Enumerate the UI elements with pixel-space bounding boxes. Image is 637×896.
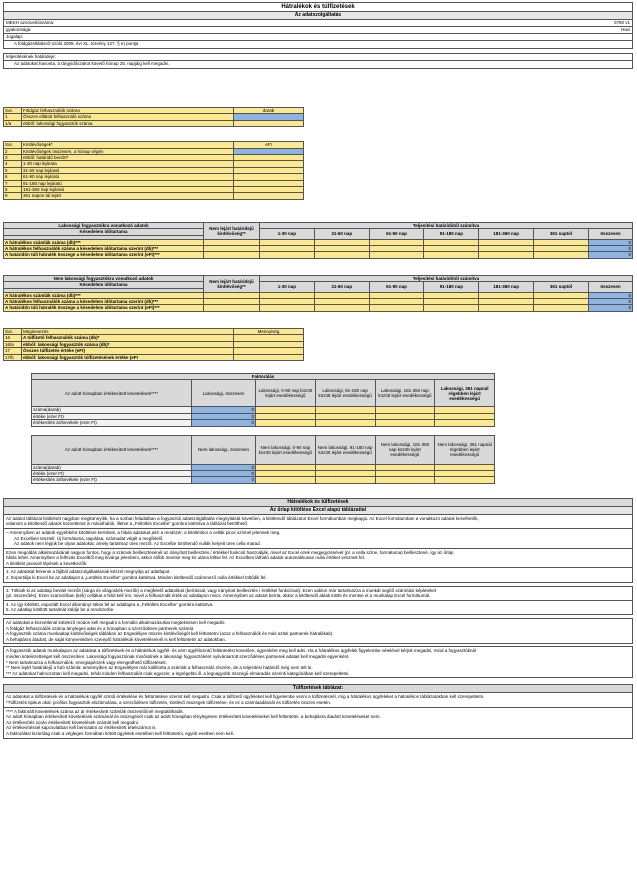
col-header: 61-90 nap — [369, 229, 424, 239]
paragraph: valamint a kitöltendő adatok közvetlenül is másolhatók, illetve a „Feltöltés Excelbe” gombra kattintva a táblázat betölthető. — [6, 521, 249, 527]
table-row — [4, 252, 633, 258]
instructions-subtitle: Az űrlap kitöltése Excel alapú táblázattal — [3, 507, 633, 515]
paragraph: Az adatokat a túlfizetések és a hátralékok ügyfél szintű értékelése és feltüntetése szerint kell megadni. Csak a túlfizető ügyfeleket kell figyelembe venni a túlfizetésnél, míg a hátralékos ügyfeleket a hátralékos táblázatokban kell szerepeltetni. — [6, 694, 485, 700]
list-item-text: Amennyiben az adatok egyébként kitöltésre kerülnek, a hibás adatokat jelzi a rendszer, a kitöltéskor a cellák piros színnel jelennek meg. — [9, 529, 281, 535]
row-label: Összes túlfizetés értéke (eFt) — [22, 348, 234, 354]
overpay-h-sor: Sor. — [4, 328, 22, 334]
list-item-text: Exportálja ki Excel be az adatlapot a „Letöltés Excelbe” gombra kattintva. Minden kitöltendő számmező nulla értékkel töltődik fel. — [11, 575, 267, 581]
instructions-list2 — [3, 568, 633, 582]
row-label: 361 napon túl lejárt — [22, 193, 234, 199]
instructions-title: Hátralékok és túlfizetések — [3, 498, 633, 507]
overpay-instructions-title: Túlfizetések táblázat: — [3, 684, 633, 693]
row-label: A hátralékos számlák száma (db)*** — [4, 292, 204, 298]
row-no: 6 — [4, 174, 22, 180]
factoring-title: Faktorálás — [32, 373, 495, 379]
row-label: A hátralékos felhasználók száma a késedelem időtartama szerint (db)*** — [4, 299, 204, 305]
gyakorisag-label: gyakorisága: — [6, 27, 32, 32]
list-item: 1. Az adatokat felvenni a fájlból adatszolgáltatásnak kézzel megnyitja az adatlapot. — [6, 569, 171, 575]
paragraph: *** Az adatokat halmozottan kell megadni, tehát minden felhasználót csak egyszer, a legrégebbi ill. a legnagyobb összegű elmaradás szerinti kategóriában kell szerepeltetni. — [6, 670, 350, 676]
overpay-table — [3, 328, 304, 361]
mekh-label: MEKH azonosítószáma: — [6, 20, 55, 25]
row-no: 17 — [4, 348, 22, 354]
gyakorisag-value: Havi — [620, 27, 630, 32]
page-subtitle: Az adatszolgáltatás — [3, 12, 633, 20]
row-total: 0 — [192, 470, 256, 476]
paragraph: 3. Töltsük ki az adatlap bevitel mezőit (sárga és világoskék mezők) a megfelelő adatokkal (beírással, vagy irányított beillesztés / értékkel funkcióval). Ezen sablon már tartalmazza a munkát segítő számítási képleteket — [6, 587, 437, 593]
factoring-head: Az adott hónapban értékesített követelések**** — [32, 435, 192, 464]
col-header: 31-60 nap — [314, 229, 369, 239]
backlog-h-unit: eFt — [234, 142, 304, 148]
row-no: 1 — [4, 114, 22, 120]
paragraph: hibás lehet. Amennyiben a felhívás Excelből meg kívánja jeleníteni, akkor előbb mentse meg és utána töltse fel. Az Excelben látható adatok automatikusan nulla értéket vesznek fel. — [6, 555, 365, 561]
col-header: Nem lakossági, összesen — [192, 435, 256, 464]
col-header: 181-360 nap — [479, 282, 534, 292]
row-label: A határidőn túli hátralék összege a késedelem időtartama szerint (eFt)*** — [4, 305, 204, 311]
jogalap-label-row — [3, 34, 633, 41]
delay2-sub: Késedelem időtartama — [4, 282, 204, 288]
cell-input[interactable] — [424, 305, 479, 311]
gyakorisag-row — [3, 27, 633, 34]
row-total: 0 — [192, 420, 256, 426]
row-label: 91-180 nap lejáratú — [22, 180, 234, 186]
col-header: 61-90 nap — [369, 282, 424, 292]
backlog-input[interactable] — [234, 193, 304, 199]
delay2-title: Nem lakossági fogyasztókra vonatkozó adatok — [4, 275, 204, 281]
factoring-table-nem-lakossagi — [31, 435, 495, 484]
row-no: 9 — [4, 193, 22, 199]
row-label: ebből: lakossági fogyasztók száma (db)* — [22, 341, 234, 347]
instructions-notes2 — [3, 646, 633, 678]
row-total: 0 — [588, 246, 632, 252]
row-label: A túlfizető felhasználók száma (db)* — [22, 335, 234, 341]
row-no: 2 — [4, 148, 22, 154]
backlog-table — [3, 141, 304, 200]
list-item: 4. Az így kitöltött, exportált Excel állományt töltse fel az adatlapra a „Feltöltés Excelbe” gombra kattintva. — [6, 601, 214, 607]
hatarido-label-row — [3, 53, 633, 61]
row-no: 5 — [4, 167, 22, 173]
col-header: 1-30 nap — [260, 229, 315, 239]
consumers-h-unit: darab — [234, 108, 304, 114]
instructions-intro — [3, 515, 633, 529]
hatarido-value-row — [3, 61, 633, 69]
col-header: összesen — [588, 229, 632, 239]
instructions-notes — [3, 618, 633, 644]
row-label: A hátralékos számlák száma (db)*** — [4, 239, 204, 245]
row-label: 181-360 nap lejáratú — [22, 187, 234, 193]
paragraph: A kitöltést javasolt lépések a következők: — [6, 560, 88, 566]
consumers-table — [3, 107, 304, 127]
col-header: 1-30 nap — [260, 282, 315, 292]
col-header: Lakossági, összesen — [192, 380, 256, 407]
delay2-not-due: Nem lejárt határidejű kintlévőség** — [204, 275, 260, 292]
col-header: 31-60 nap — [314, 282, 369, 292]
col-header: Nem lakossági, 0-90 nap között lejárt esedékességű — [256, 435, 316, 464]
col-header: Lakossági, 0-90 nap között lejárt esedékességű — [256, 380, 316, 407]
row-label: 31-60 nap lejáratú — [22, 167, 234, 173]
instructions-section — [3, 498, 633, 739]
row-label: értékesítés ár/bevétele (ezer Ft) — [32, 420, 192, 426]
list-item — [6, 541, 630, 547]
paragraph: ** Nem lejárt határidejű a futó számla: amennyiben az Engedélyes már kiállította a számlát a felhasználó részére, de a teljesítési határidő még nem telt le. — [6, 665, 313, 671]
paragraph: (pl. összesítés). Ezen szamolóban (kék) cellákat a felül kell írni, mivel a felhasznált érték az adatlapon nincs. Amennyiben az adatot beírta, akkor a kitöltendő ablak kitölti és mentse el a munkalap Excel formátumát. — [6, 593, 431, 599]
row-total: 0 — [192, 413, 256, 419]
row-label: A határidőn túli hátralék összege a késedelem időtartama szerint (eFt)*** — [4, 252, 204, 258]
jogalap-value: A földgázellátásról szóló 2008. évi XL. törvény 127. § e) pontja — [14, 41, 139, 46]
table-row — [4, 305, 633, 311]
delay2-group: Teljesítési határidőtől számítva — [260, 275, 633, 281]
cell-input[interactable] — [204, 252, 260, 258]
paragraph: *Túlfizetés tipikus okai: profilos fogyasztók elszámolása, a szerződéses túlfizetés, kintlévő összegek túlfizetése, és ez a számlaadásnál és túlfizetés összes esetén. — [6, 699, 332, 705]
cell-input[interactable] — [314, 252, 369, 258]
list-item-text: Az adatok nem lépjük be olyan adatokat, amely tartalmaz üres mezőt. Az Excelbe töröltendő nullák helyett üres cella marad. — [14, 541, 261, 547]
factoring-head: Az adott hónapban értékesített követelések**** — [32, 380, 192, 407]
row-label: Összes ellátott felhasználó száma — [22, 114, 234, 120]
paragraph: A fogyasztók száma munkaalap kintlévőségek táblában az Engedélyes összes kintlévőségét kell feltüntetni (azaz a felhasználók és más üzleti partnerek hátralékait). — [6, 631, 334, 637]
consumers-h-name: Földgáz felhasználók száma — [22, 108, 234, 114]
row-label: száma(darab) — [32, 464, 192, 470]
row-label: ebből: lakossági fogyasztók túlfizetésének értéke (eFt — [22, 354, 234, 360]
row-total: 0 — [588, 239, 632, 245]
delay-table-lakossagi — [3, 222, 633, 259]
consumers-input-1a[interactable] — [234, 120, 304, 126]
form-page — [3, 2, 633, 739]
col-header: 91-180 nap — [424, 229, 479, 239]
row-label: 1-30 nap lejárata — [22, 161, 234, 167]
paragraph: A faktorálást kizárólag csak a végleges formában kötött ügyletek esetében kell feltüntetni, egyéb esetben nem kell. — [6, 730, 234, 736]
overpay-instructions — [3, 693, 633, 707]
cell-input[interactable] — [534, 252, 589, 258]
delay1-not-due: Nem lejárt határidejű kintlévőség** — [204, 222, 260, 239]
factoring-table-lakossagi — [31, 373, 495, 427]
cell-input[interactable] — [479, 252, 534, 258]
cell-input[interactable] — [315, 420, 375, 426]
col-header: 361 naptól — [534, 282, 589, 292]
row-no: 7 — [4, 180, 22, 186]
row-no: 4 — [4, 161, 22, 167]
overpay-notes — [3, 708, 633, 739]
instructions-paras2 — [3, 549, 633, 569]
list-item: 5. Az adatlap kitöltött tartalmát küldje be a rendszerbe. — [6, 607, 115, 613]
list-item-text: Az így kitöltött, exportált Excel állományt töltse fel az adatlapra a „Feltöltés Excelbe” gombra kattintva. — [10, 601, 214, 607]
row-label: ebből: határidő bentírt* — [22, 155, 234, 161]
paragraph-text: Töltsük ki az adatlap bevitel mezőit (sárga és világoskék mezők) a megfelelő adatokkal (beírással, vagy irányított beillesztés / értékkel funkcióval). Ezen sablon már tartalmazza a munkát segítő számítási képleteket — [10, 587, 437, 593]
row-no: 8 — [4, 187, 22, 193]
cell-input[interactable] — [260, 252, 315, 258]
row-no: 17/b — [4, 354, 22, 360]
col-header: Nem lakossági, 91-180 nap között lejárt esedékességű — [315, 435, 375, 464]
cell-input[interactable] — [315, 477, 375, 483]
cell-input[interactable] — [435, 477, 495, 483]
list-item: – Amennyiben az adatok egyébként kitöltésre kerülnek, a hibás adatokat jelzi a rendszer, a kitöltéskor a cellák piros színnel jelennek meg. — [6, 529, 281, 535]
col-header: Lakossági, 181-360 nap között lejárt esedékességű — [375, 380, 435, 407]
row-label: értéke (ezer Ft) — [32, 470, 192, 476]
cell-input[interactable] — [435, 420, 495, 426]
row-total: 0 — [192, 477, 256, 483]
delay-table-nem-lakossagi — [3, 275, 633, 312]
paragraph: A fogyasztók adatok munkalapon az adatokat a túlfizetések és a hátralékok ügyfél- és nem ügyfélszintű feltüntetést követően, ügyenként meg kell adni. Ha a hátralékos ügyfelek figyelembe vételével kérjük megadni, mind a fogyasztóknál — [6, 648, 477, 654]
row-no: 16 — [4, 335, 22, 341]
delay1-group: Teljesítési határidőtől számítva — [260, 222, 633, 228]
list-item-text: Az Excelben teszteli: Új formátuma, tagolása, számadat végét a megfelelő. — [14, 535, 164, 541]
cell-input[interactable] — [260, 305, 315, 311]
instructions-paras3 — [3, 586, 633, 601]
row-no: 16/a — [4, 341, 22, 347]
hatarido-value: Az adatokat havonta, a tárgyidőszakot követő hónap 25. napjáig kell megadni. — [14, 61, 170, 66]
col-header: összesen — [588, 282, 632, 292]
cell-input[interactable] — [256, 477, 316, 483]
paragraph: Az értékesítés során értékesített követelések számát kell megadni. — [6, 719, 140, 725]
row-total: 0 — [588, 292, 632, 298]
overpay-h-name: Megnevezés — [22, 328, 234, 334]
paragraph: Ezen megoldás alkalmazásánál nagyon fontos, hogy a számok beillesztésénél az irányított beillesztés / értékkel funkciót használják, mivel az Excel ezek megjegyzésével (pl. a cella színe, formátuma) beillesztené, így az űrlap — [6, 549, 454, 555]
row-label: száma(darab) — [32, 407, 192, 413]
instructions-list3 — [3, 601, 633, 615]
row-label: értéke (ezer Ft) — [32, 413, 192, 419]
row-total: 0 — [588, 305, 632, 311]
col-header: Lakossági, 361 napnál régebben lejárt esedékességű — [435, 380, 495, 407]
cell-input[interactable] — [534, 305, 589, 311]
row-total: 0 — [192, 464, 256, 470]
paragraph: minden kötelezettséget kell összesíteni. Lakossági fogyasztónak minősülnek a lakossági fogyasztóként nyilvántartott szerződéses partnerek adatait kell megadni egyenként. — [6, 654, 350, 660]
cell-input[interactable] — [375, 477, 435, 483]
row-label: A hátralékos felhasználók száma a késedelem időtartama szerint (db)*** — [4, 246, 204, 252]
list-item: 2. Exportálja ki Excel be az adatlapot a „Letöltés Excelbe” gombra kattintva. Minden kitöltendő számmező nulla értékkel töltődik fel. — [6, 575, 267, 581]
code-value: 0790 v1 — [613, 20, 630, 25]
row-no: 1/a — [4, 120, 22, 126]
paragraph: Az értékesítéssel kapcsolatban kell bemutatni az értékesített tételszámot is. — [6, 725, 157, 731]
row-total: 0 — [588, 299, 632, 305]
col-header: Nem lakossági, 181-360 nap között lejárt esedékességű — [375, 435, 435, 464]
paragraph: * Nem tartalmazza a felhasználók, energiapénzek vagy elengedhető tűlfizetéseit. — [6, 659, 167, 665]
consumers-h-sor: Sor. — [4, 108, 22, 114]
paragraph: **** A faktorált követelések száma az ár értékesített számlák összesítőinél megtalálhatók. — [6, 708, 184, 714]
col-header: Nem lakossági, 361 napnál régebben lejárt esedékességű — [435, 435, 495, 464]
paragraph: Az adott hónapban értékesített követelések számánál és összegénél csak az adott hónapban ténylegesen értékesített követeléseket kell feltüntetni, a behajtásra átadott követeléseket nem. — [6, 714, 381, 720]
row-label: értékesítés ár/bevétele (ezer Ft) — [32, 477, 192, 483]
row-label: ebből: lakossági fogyasztók száma — [22, 120, 234, 126]
cell-input[interactable] — [424, 252, 479, 258]
paragraph: Az adatot táblázat kitöltését nagyban megkönnyítik, ha a sorban feladatban a fogyasztói adatszolgáltatás megnyitását követően, a kitöltendő táblázatot Excel formátumban megkapja. Az Excel formátumban a vonatkozó adatok kezelhetők, — [6, 515, 479, 521]
overpay-h-unit: Mennyiség — [234, 328, 304, 334]
list-item-text: Az adatlap kitöltött tartalmát küldje be a rendszerbe. — [10, 607, 115, 613]
cell-input[interactable] — [479, 305, 534, 311]
row-total: 0 — [192, 407, 256, 413]
paragraph: A földgáz felhasználók száma tényleges adat és a hónapban a szerződéses partnerek számát. — [6, 625, 195, 631]
backlog-h-sor: Sor. — [4, 142, 22, 148]
backlog-h-name: Kintlévőségek* — [22, 142, 234, 148]
cell-input[interactable] — [369, 305, 424, 311]
overpay-input[interactable] — [234, 354, 304, 360]
cell-input[interactable] — [204, 305, 260, 311]
col-header: Lakossági, 91-180 nap között lejárt esedékességű — [315, 380, 375, 407]
paragraph: Az adatokat a közvetlenül kötelező módon kell megadni a formális alkalmazásokat megtekintsen kell megadni. — [6, 620, 226, 626]
cell-input[interactable] — [375, 420, 435, 426]
cell-input[interactable] — [369, 252, 424, 258]
paragraph: A behajtásra átadott, de saját könyveinkben szereplő hátralékok követeléseinél is kell feltüntetni az adatokban. — [6, 636, 226, 642]
row-label: Kintlévőségek összesen, a hónap végén — [22, 148, 234, 154]
hatarido-label: teljesítésének határideje: — [6, 54, 56, 59]
col-header: 91-180 nap — [424, 282, 479, 292]
cell-input[interactable] — [314, 305, 369, 311]
delay1-title: Lakossági fogyasztókra vonatkozó adatok — [4, 222, 204, 228]
row-label: 61-90 nap lejáratú — [22, 174, 234, 180]
page-title: Hátralékok és túlfizetések — [3, 2, 633, 12]
row-no: 3 — [4, 155, 22, 161]
table-row — [4, 120, 304, 126]
row-total: 0 — [588, 252, 632, 258]
jogalap-label: Jogalap: — [6, 34, 24, 39]
jogalap-value-row — [3, 41, 633, 49]
mekh-row — [3, 20, 633, 27]
col-header: 181-360 nap — [479, 229, 534, 239]
cell-input[interactable] — [256, 420, 316, 426]
col-header: 361 naptól — [534, 229, 589, 239]
instructions-list1 — [3, 529, 633, 549]
delay1-sub: Késedelem időtartama — [4, 229, 204, 235]
list-item-text: Az adatokat felvenni a fájlból adatszolgáltatásnak kézzel megnyitja az adatlapot. — [10, 569, 171, 575]
